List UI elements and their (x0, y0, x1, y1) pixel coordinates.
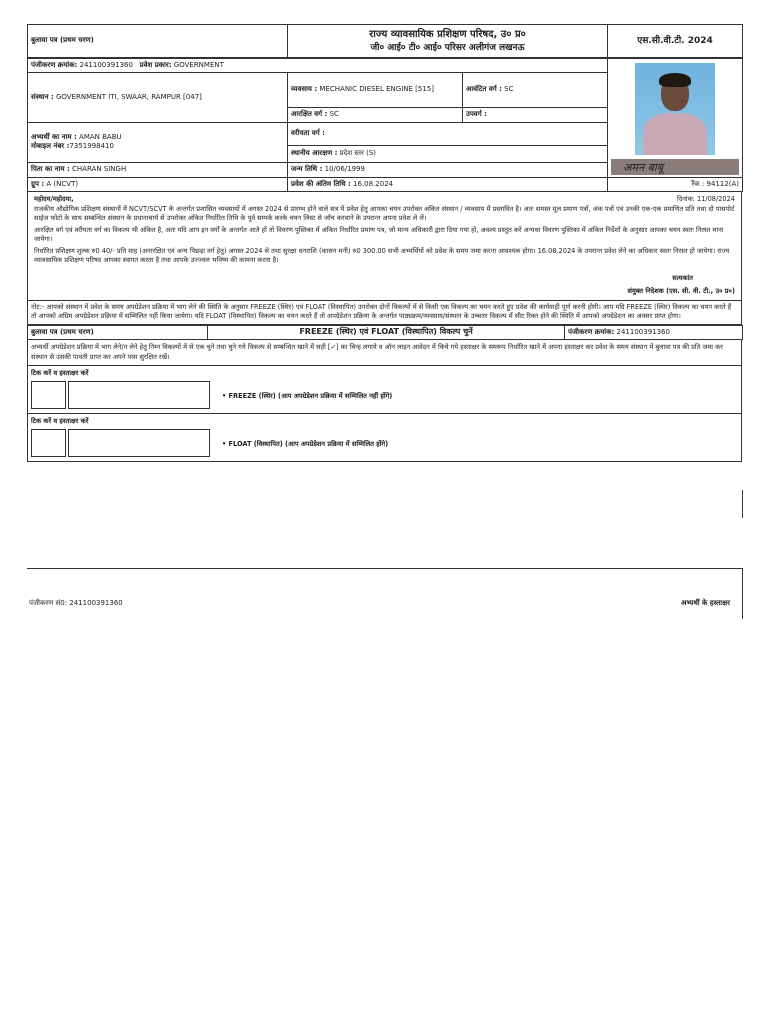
mobile-value: 7351998410 (69, 142, 114, 151)
dob-cell (288, 163, 608, 178)
reg-no: 241100391360 (79, 60, 133, 69)
priority-category-cell (288, 122, 608, 146)
institute-value: GOVERNMENT ITI, SWAAR, RAMPUR [047] (55, 92, 202, 101)
header-title (288, 25, 608, 58)
trade-label: व्यवसाय : (291, 85, 318, 94)
float-tick-box[interactable] (31, 429, 66, 457)
candidate-photo (635, 63, 715, 155)
header-left-label: बुलावा पत्र (प्रथम चरण) (28, 25, 288, 58)
sub-category-label: उपवर्ग : (466, 109, 487, 118)
float-heading: टिक करें व हस्ताक्षर करें (31, 417, 89, 426)
rank-label: रैंक : (691, 179, 705, 188)
trade-value: MECHANIC DIESEL ENGINE [515] (319, 85, 434, 94)
header-title-line2: जी० आई० टी० आई० परिसर अलीगंज लखनऊ (370, 42, 525, 53)
rank-cell (608, 178, 743, 192)
father-value: CHARAN SINGH (72, 165, 127, 174)
details-table (27, 58, 743, 192)
freeze-option: टिक करें व हस्ताक्षर करें • FREEZE (स्थिर) (आप अपग्रेडेशन प्रक्रिया में सम्मिलित नहीं होंगे) (27, 366, 742, 414)
header-right-label: एस.सी.वी.टी. 2024 (608, 25, 743, 58)
father-cell (28, 163, 288, 178)
candidate-signature-image (611, 159, 739, 175)
freeze-tick-box[interactable] (31, 381, 66, 409)
footer (27, 568, 743, 619)
option-instruction: अभ्यर्थी अपग्रेडेशन प्रक्रिया में भाग लेने/न लेने हेतु निम्न विकल्पों में से एक चुने तथा चुने गये विकल्प से सम्बन्धित खाने में सही [✓] का चिन्ह लगाये व ऑन लाइन आवेदन में किये गये हस्ताक्षर के समरूप निर्धारित खाने में अपना हस्ताक्षर कर प्रवेश के समय संस्थान में बुलावा पत्र की प्रति जमा कर संस्थान से उसकी पावती प्राप्त कर अपने पास सुरक्षित रखें। (27, 340, 742, 366)
letter-body (27, 192, 742, 301)
father-label: पिता का नाम : (31, 165, 70, 174)
local-reservation-value: प्रदेश स्तर (S) (339, 149, 377, 158)
option-header-center: FREEZE (स्थिर) एवं FLOAT (विस्थापित) विकल्प चुनें (208, 326, 565, 340)
call-letter (27, 24, 742, 462)
letter-paragraph-3: निर्धारित प्रशिक्षण शुल्क रु0 40/- प्रति माह (अनारक्षित एवं अन्य पिछड़ा वर्ग हेतु) अगस्त 2024 से तथा सुरक्षा धनराशि (कासन मनी) रु0 300.00 सभी अभ्यर्थियों को प्रवेश के समय जमा करना आवश्यक होगा। 16.08.2024 के उपरान्त प्रवेश लेने का अधिकार स्वतः निरस्त हो जायेगा। राज्य व्यावसायिक प्रशिक्षण परिषद आपका स्वागत करता है तथा आपके उज्ज्वल भविष्य की कामना करता है। (34, 246, 730, 265)
mobile-label: मोबाइल नंबर : (31, 142, 70, 151)
photo-cell (608, 59, 743, 178)
reserved-category-value: SC (329, 109, 339, 118)
option-header-table (27, 325, 743, 340)
header-title-line1: राज्य व्यावसायिक प्रशिक्षण परिषद, उ० प्र० (369, 29, 526, 41)
allotted-category-value: SC (504, 85, 514, 94)
last-date-label: प्रवेश की अंतिम तिथि : (291, 179, 351, 188)
option-reg-label: पंजीकरण क्रमांक: (568, 327, 615, 336)
institute-label: संस्थान : (31, 92, 54, 101)
allotted-category-label: आवंटित वर्ग : (466, 85, 502, 94)
admission-type: GOVERNMENT (173, 60, 224, 69)
freeze-heading: टिक करें व हस्ताक्षर करें (31, 369, 89, 378)
group-label: ग्रुप : (31, 179, 45, 188)
dob-label: जन्म तिथि : (291, 165, 323, 174)
freeze-option-text: FREEZE (स्थिर) (आप अपग्रेडेशन प्रक्रिया में सम्मिलित नहीं होंगे) (228, 391, 393, 400)
letter-paragraph-1: राजकीय औद्योगिक प्रशिक्षण संस्थानों में NCVT/SCVT के अन्तर्गत प्रशासित व्यवसायों में अगस्त 2024 से प्रारम्भ होने वाले सत्र में प्रवेश हेतु आपका चयन उपरोक्त अंकित संस्थान / व्यवसाय में प्रस्तावित है। अतः समस्त मूल प्रमाण पत्रों, अंक पत्रों एवं उनकी एक-एक प्रमाणित प्रति तथा दो पासपोर्ट साईज फोटो के साथ सम्बन्धित संस्थान के प्रधानाचार्य से उपरोक्त अंकित निर्धारित तिथि के पूर्व सम्पर्क करके चयन लिस्ट से जाँच करवाने के उपरान्त अपना प्रवेश ले लें। (34, 204, 735, 223)
reg-label: पंजीकरण क्रमांक: (31, 60, 78, 69)
footer-reg-no: 241100391360 (69, 599, 123, 607)
group-cell (28, 178, 288, 192)
option-reg-no: 241100391360 (616, 327, 670, 336)
local-reservation-label: स्थानीय आरक्षण : (291, 149, 338, 158)
priority-category-label: वरीयता वर्ग : (291, 129, 325, 138)
float-option: टिक करें व हस्ताक्षर करें • FLOAT (विस्थापित) (आप अपग्रेडेशन प्रक्रिया में सम्मिलित होंगे) (27, 414, 742, 462)
signer-name: सत्यकांत (672, 273, 693, 282)
float-option-text: FLOAT (विस्थापित) (आप अपग्रेडेशन प्रक्रिया में सम्मिलित होंगे) (228, 439, 389, 448)
footer-reg (29, 599, 123, 608)
sub-category-cell (463, 107, 608, 122)
salutation: महोदय/महोदया, (34, 195, 74, 203)
admission-label: प्रवेश प्रकार: (139, 60, 172, 69)
option-header-left: बुलावा पत्र (प्रथम चरण) (28, 326, 208, 340)
header-table (27, 24, 743, 58)
candidate-name-label: अभ्यर्थी का नाम : (31, 132, 77, 141)
signer-designation: संयुक्त निदेशक (एस. सी. वी. टी., उ० प्र०) (627, 287, 735, 296)
candidate-sign-label: अभ्यर्थी के हस्ताक्षर (681, 599, 730, 607)
reserved-category-label: आरक्षित वर्ग : (291, 109, 328, 118)
letter-date-label: दिनांक: (677, 195, 695, 203)
letter-date: 11/08/2024 (696, 195, 735, 203)
dob-value: 10/06/1999 (324, 165, 365, 174)
letter-paragraph-2: आरक्षित वर्ग एवं वरीयता वर्ग का विकल्प भी अंकित है, अतः यदि आप इन वर्गों के अन्तर्गत आते हों तो विवरण पुस्तिका में अंकित निर्धारित प्रमाण पत्र, जो मान्य अधिकारी द्वारा दिया गया हो, अवश्य प्रस्तुत करें अन्यथा विवरण पुस्तिका में अंकित निर्देशों के अनुसार आपका चयन स्वतः निरस्त माना जायेगा। (34, 225, 724, 244)
candidate-name: AMAN BABU (79, 132, 122, 141)
last-date-cell (288, 178, 608, 192)
reserved-category-cell (288, 107, 463, 122)
candidate-cell (28, 122, 288, 163)
divider-line (742, 490, 743, 518)
allotted-category-cell (463, 73, 608, 108)
local-reservation-cell (288, 146, 608, 163)
freeze-sign-box[interactable] (68, 381, 210, 409)
registration-row (28, 59, 608, 73)
group-value: A (NCVT) (46, 179, 79, 188)
footer-reg-label: पंजीकरण सं0: (29, 599, 68, 607)
last-date-value: 16.08.2024 (353, 179, 394, 188)
signature-text: अमन बाबू (623, 161, 664, 174)
float-sign-box[interactable] (68, 429, 210, 457)
option-header-reg (565, 326, 743, 340)
trade-cell (288, 73, 463, 108)
institute-cell (28, 73, 288, 123)
note: नोट:- आपको संस्थान में प्रवेश के समय अपग्रेडेशन प्रक्रिया में भाग लेने की स्थिति के अनुसार FREEZE (स्थिर) एवं FLOAT (विस्थापित) उपरोक्त दोनों विकल्पों में से किसी एक विकल्प का चयन करते हुए प्रवेश की कार्यवाही पूर्ण करनी होगी। आप यदि FREEZE (स्थिर) विकल्प का चयन करते हैं तो आपको अग्रिम अपग्रेडेशन प्रक्रिया में सम्मिलित नहीं किया जायेगा। यदि FLOAT (विस्थापित) विकल्प का चयन करते हैं तो अपग्रेडेशन प्रक्रिया के अन्तर्गत पाठ्यक्रम/व्यवसाय/संस्थान के उच्चतर विकल्प में सीट रिक्त होने की स्थिति में आपको अपग्रेडेशन का अवसर प्राप्त होगा। (27, 301, 742, 325)
rank-value: 94112(A) (706, 179, 740, 188)
